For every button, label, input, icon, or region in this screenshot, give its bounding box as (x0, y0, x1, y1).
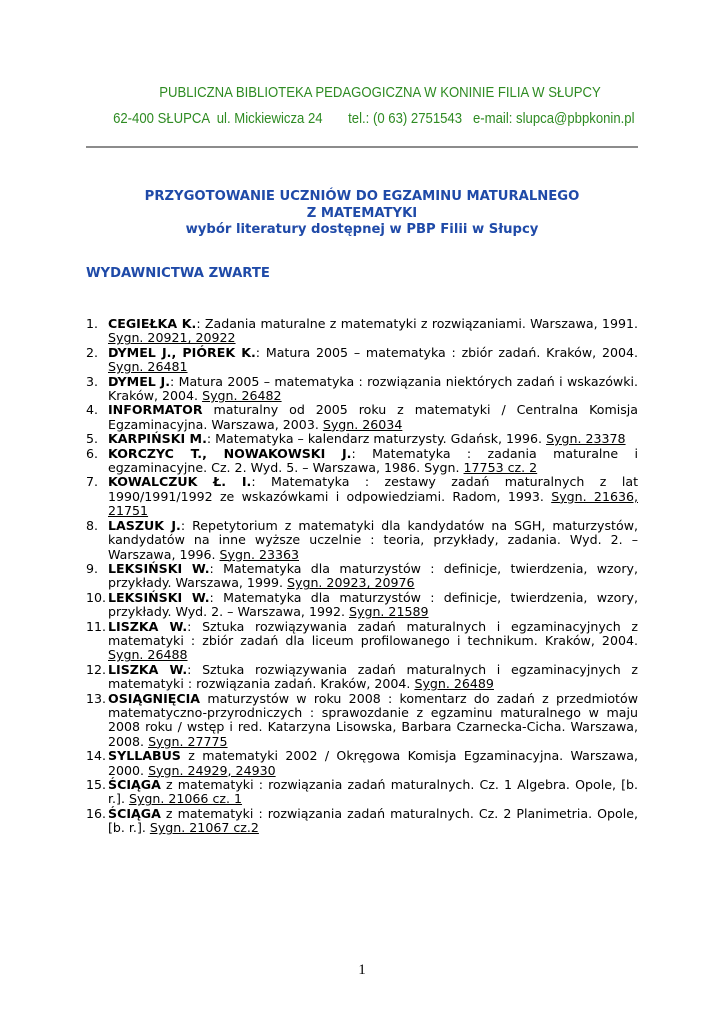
item-signature: Sygn. 26481 (108, 359, 188, 375)
item-description: : Matematyka : zestawy zadań maturalnych z lat 1990/1991/1992 ze wskazówkami i odpowiedziami. Radom, 1993. (108, 474, 639, 504)
item-author: INFORMATOR (108, 402, 203, 418)
item-signature: Sygn. 20921, 20922 (108, 330, 236, 346)
item-description: : Matura 2005 – matematyka : rozwiązania niektórych zadań i wskazówki. Kraków, 2004. (108, 373, 639, 404)
bibliography-list (86, 317, 638, 836)
item-number: 3. (86, 373, 99, 389)
item-description: z matematyki : rozwiązania zadań maturalnych. Cz. 2 Planimetria. Opole, [b. r.]. (108, 805, 638, 836)
list-item (86, 663, 638, 692)
item-number: 6. (86, 445, 99, 461)
list-item (86, 346, 638, 375)
item-signature: Sygn. 21067 cz.2 (149, 820, 259, 836)
item-signature: Sygn. 21636, 21751 (108, 488, 638, 519)
list-item (86, 692, 638, 750)
item-author: CEGIEŁKA K. (108, 316, 197, 331)
item-author: DYMEL J., PIÓREK K. (108, 344, 256, 360)
library-name: PUBLICZNA BIBLIOTEKA PEDAGOGICZNA W KONINIE FILIA W SŁUPCY (159, 85, 601, 101)
list-item (86, 475, 638, 518)
page-number: 1 (358, 962, 366, 978)
list-item (86, 519, 638, 562)
title-line-2: Z MATEMATYKI (306, 205, 418, 221)
item-number: 15. (86, 777, 107, 792)
item-number: 10. (86, 589, 107, 605)
item-description: : Matura 2005 – matematyka : zbiór zadań. Kraków, 2004. (255, 344, 638, 360)
item-signature: Sygn. 23363 (219, 546, 300, 562)
list-item (86, 749, 638, 778)
item-description: : Matematyka dla maturzystów : definicje, twierdzenia, wzory, przykłady. Warszawa, 1999. (108, 560, 638, 591)
item-number: 11. (86, 618, 107, 634)
item-description: : Sztuka rozwiązywania zadań maturalnych i egzaminacyjnych z matematyki : zbiór zadań dla liceum profilowanego i technikum. Kraków, 2004. (108, 618, 638, 648)
item-signature: Sygn. 20923, 20976 (287, 575, 415, 591)
item-author: KOWALCZUK Ł. I. (108, 474, 252, 490)
item-author: DYMEL J. (108, 373, 171, 389)
item-signature: Sygn. 26482 (202, 388, 282, 404)
item-number: 14. (86, 748, 107, 764)
item-number: 8. (86, 517, 99, 533)
item-number: 1. (86, 316, 99, 331)
item-signature: 17753 cz. 2 (463, 460, 538, 476)
item-author: LEKSIŃSKI W. (108, 589, 210, 605)
list-item (86, 432, 638, 446)
item-number: 13. (86, 690, 107, 706)
item-description: : Repetytorium z matematyki dla kandydatów na SGH, maturzystów, kandydatów na inne wyższe uczelnie : teoria, przykłady, zadania. Wyd. 2. – Warszawa, 1996. (108, 517, 638, 562)
item-signature: Sygn. 21066 cz. 1 (128, 791, 243, 807)
item-signature: Sygn. 26489 (414, 676, 494, 692)
item-description: z matematyki 2002 / Okręgowa Komisja Egzaminacyjna. Warszawa, 2000. (108, 748, 638, 778)
item-number: 2. (86, 344, 99, 360)
item-number: 4. (86, 402, 99, 418)
document-title (86, 189, 638, 239)
item-signature: Sygn. 23378 (546, 431, 626, 447)
list-item (86, 375, 638, 404)
item-author: LISZKA W. (108, 618, 188, 634)
item-author: SYLLABUS (108, 748, 181, 764)
list-item (86, 447, 638, 476)
item-description: maturalny od 2005 roku z matematyki / Centralna Komisja Egzaminacyjna. Warszawa, 2003. (108, 402, 638, 432)
item-description: : Matematyka : zadania maturalne i egzaminacyjne. Cz. 2. Wyd. 5. – Warszawa, 1986. Sygn. (108, 445, 639, 476)
item-author: OSIĄGNIĘCIA (108, 690, 201, 706)
item-signature: Sygn. 26488 (108, 647, 188, 663)
item-signature: Sygn. 26034 (322, 416, 403, 432)
item-author: KARPIŃSKI M. (108, 431, 207, 447)
header-divider (86, 146, 638, 148)
list-item (86, 778, 638, 807)
library-contact: 62-400 SŁUPCA ul. Mickiewicza 24 tel.: (0 63) 2751543 e-mail: slupca@pbpkonin.pl (113, 111, 635, 127)
item-description: : Sztuka rozwiązywania zadań maturalnych i egzaminacyjnych z matematyki : rozwiązania zadań. Kraków, 2004. (108, 661, 638, 692)
title-line-1: PRZYGOTOWANIE UCZNIÓW DO EGZAMINU MATURALNEGO (144, 189, 580, 204)
list-item (86, 403, 638, 432)
item-number: 5. (86, 431, 99, 447)
item-author: ŚCIĄGA (108, 805, 161, 821)
item-description: : Matematyka dla maturzystów : definicje, twierdzenia, wzory, przykłady. Wyd. 2. – Warszawa, 1992. (108, 589, 638, 620)
list-item (86, 317, 638, 346)
item-description: maturzystów w roku 2008 : komentarz do zadań z przedmiotów matematyczno-przyrodniczych : sprawozdanie z egzaminu maturalnego w maju 2008 roku / wstęp i red. Katarzyna Lisowska, Barbara Czarnecka-Cicha. Warszawa, 2008. (108, 690, 638, 749)
list-item (86, 620, 638, 663)
list-item (86, 807, 638, 836)
item-number: 12. (86, 661, 107, 677)
item-signature: Sygn. 27775 (148, 733, 228, 749)
item-number: 16. (86, 805, 107, 821)
item-number: 9. (86, 560, 99, 576)
list-item (86, 591, 638, 620)
item-author: LISZKA W. (108, 661, 188, 677)
item-author: ŚCIĄGA (108, 777, 161, 792)
item-number: 7. (86, 474, 99, 490)
title-line-3: wybór literatury dostępnej w PBP Filii w Słupcy (185, 222, 539, 237)
item-signature: Sygn. 24929, 24930 (148, 762, 276, 778)
item-signature: Sygn. 21589 (349, 604, 429, 620)
list-item (86, 562, 638, 591)
item-author: KORCZYC T., NOWAKOWSKI J. (108, 445, 352, 461)
item-description: z matematyki : rozwiązania zadań maturalnych. Cz. 1 Algebra. Opole, [b. r.]. (108, 777, 638, 807)
item-author: LEKSIŃSKI W. (108, 560, 210, 576)
item-description: : Zadania maturalne z matematyki z rozwiązaniami. Warszawa, 1991. (196, 316, 638, 331)
section-heading: WYDAWNICTWA ZWARTE (86, 266, 270, 281)
item-description: : Matematyka – kalendarz maturzysty. Gdańsk, 1996. (206, 431, 547, 447)
item-author: LASZUK J. (108, 517, 181, 533)
